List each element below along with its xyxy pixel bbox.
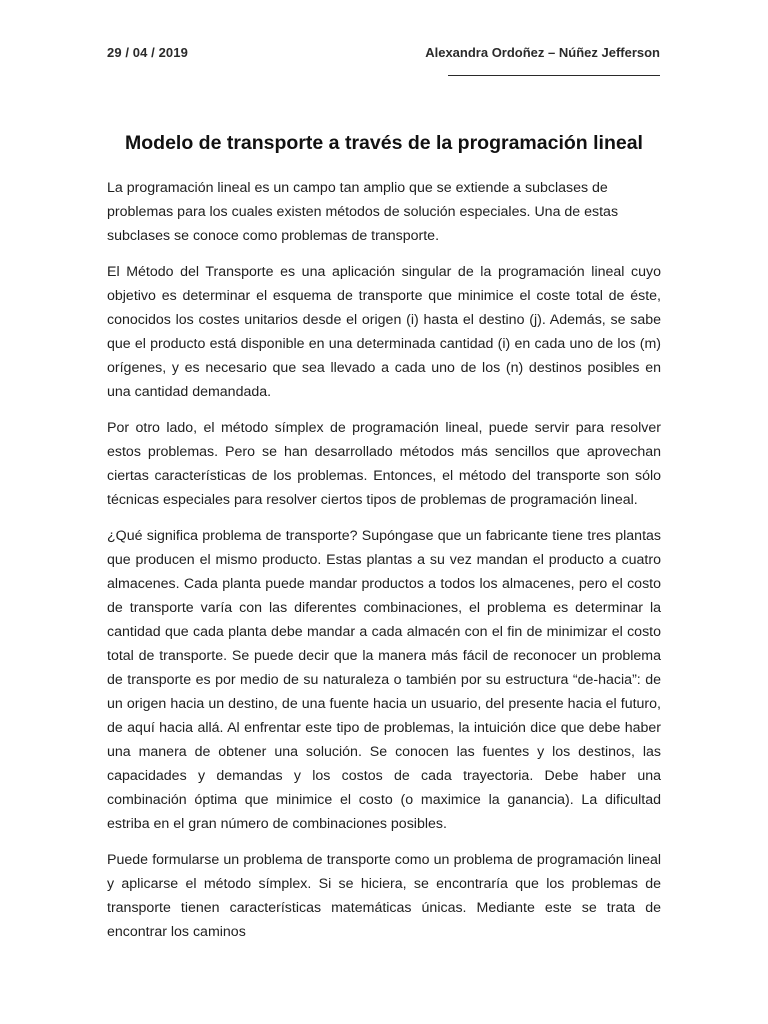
document-title: Modelo de transporte a través de la programación lineal: [125, 132, 643, 154]
paragraph-1: La programación lineal es un campo tan amplio que se extiende a subclases de problemas para los cuales existen métodos de solución especiales. Una de estas subclases se conoce como problemas de transporte.: [107, 180, 619, 244]
header-authors: Alexandra Ordoñez – Núñez Jefferson: [425, 45, 660, 60]
paragraph-2: El Método del Transporte es una aplicación singular de la programación lineal cuyo objetivo es determinar el esquema de transporte que minimice el coste total de éste, conocidos los costes unitarios desde el origen (i) hasta el destino (j). Además, se sabe que el producto está disponible en una determinada cantidad (i) en cada uno de los (m) orígenes, y es necesario que sea llevado a cada uno de los (n) destinos posibles en una cantidad demandada.: [107, 264, 661, 400]
header-underline: [448, 75, 660, 76]
paragraph-3: Por otro lado, el método símplex de programación lineal, puede servir para resolver estos problemas. Pero se han desarrollado métodos más sencillos que aprovechan ciertas características de los problemas. Entonces, el método del transporte son sólo técnicas especiales para resolver ciertos tipos de problemas de programación lineal.: [107, 420, 661, 508]
document-body: [107, 176, 661, 956]
paragraph-4: ¿Qué significa problema de transporte? Supóngase que un fabricante tiene tres plantas que producen el mismo producto. Estas plantas a su vez mandan el producto a cuatro almacenes. Cada planta puede mandar productos a todos los almacenes, pero el costo de transporte varía con las diferentes combinaciones, el problema es determinar la cantidad que cada planta debe mandar a cada almacén con el fin de minimizar el costo total de transporte. Se puede decir que la manera más fácil de reconocer un problema de transporte es por medio de su naturaleza o también por su estructura “de-hacia”: de un origen hacia un destino, de una fuente hacia un usuario, del presente hacia el futuro, de aquí hacia allá. Al enfrentar este tipo de problemas, la intuición dice que debe haber una manera de obtener una solución. Se conocen las fuentes y los destinos, las capacidades y demandas y los costos de cada trayectoria. Debe haber una combinación óptima que minimice el costo (o maximice la ganancia). La dificultad estriba en el gran número de combinaciones posibles.: [107, 528, 661, 832]
header-date: 29 / 04 / 2019: [107, 45, 188, 60]
paragraph-5: Puede formularse un problema de transporte como un problema de programación lineal y aplicarse el método símplex. Si se hiciera, se encontraría que los problemas de transporte tienen características matemáticas únicas. Mediante este se trata de encontrar los caminos: [107, 852, 661, 940]
